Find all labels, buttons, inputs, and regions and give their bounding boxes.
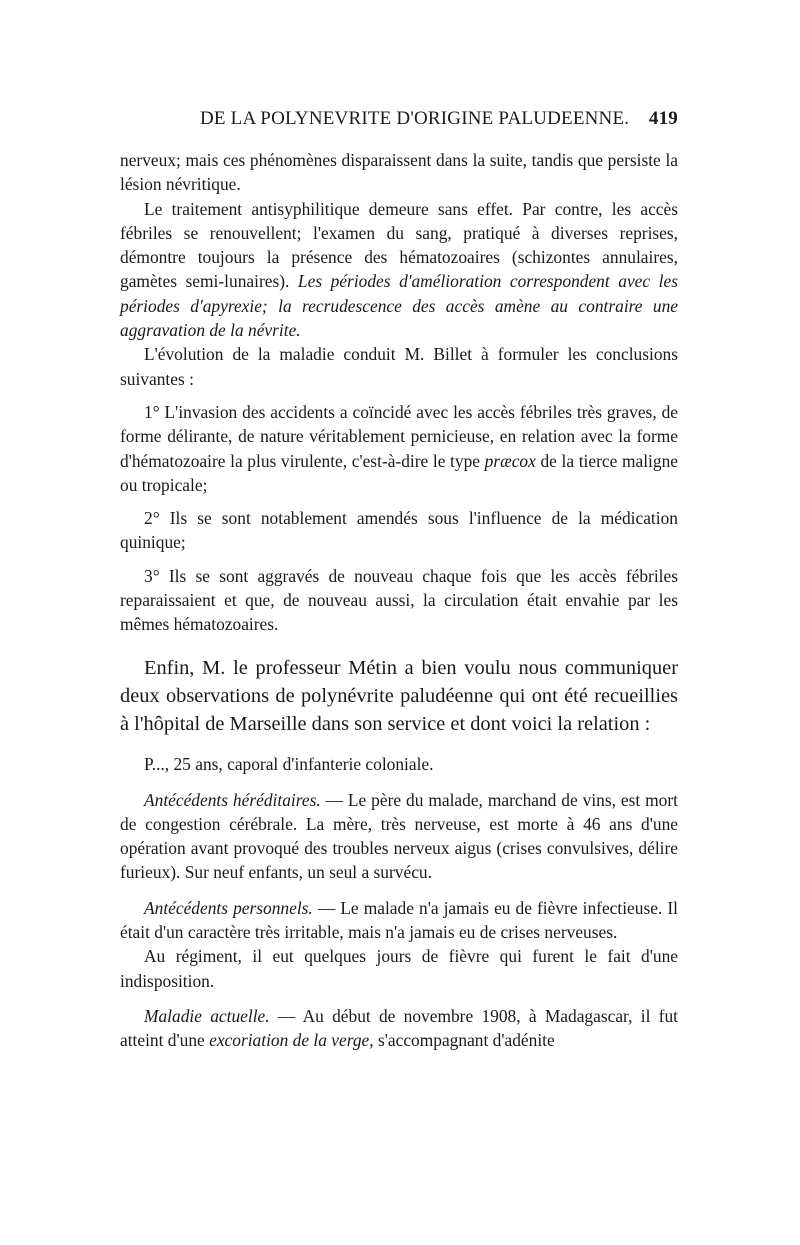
conclusion-1-text-b: de la tierce maligne ou tropicale;	[120, 450, 678, 495]
treatment-text: Le traitement antisyphilitique demeure sans effet. Par contre, les accès fébriles se renouvellent; l'examen du sang, pratiqué à diverses reprises, démontre toujours la présence des hématozoaires (schizontes annulaires, gamètes semi-lunaires).	[120, 198, 678, 292]
personal-text: — Le malade n'a jamais eu de fièvre infectieuse. Il était d'un caractère très irritable, mais n'a jamais eu de crises nerveuses.	[120, 897, 678, 943]
current-illness-label: Maladie actuelle.	[144, 1005, 270, 1026]
paragraph-continuation: nerveux; mais ces phénomènes disparaissent dans la suite, tandis que persiste la lésion névritique.	[120, 150, 678, 195]
conclusion-1-italic: præcox	[484, 450, 536, 471]
current-illness-text-b: s'accompagnant d'adénite	[377, 1030, 555, 1051]
paragraph-regiment: Au régiment, il eut quelques jours de fièvre qui furent le fait d'une indisposition.	[120, 946, 678, 991]
conclusion-2: 2° Ils se sont notablement amendés sous l'influence de la médication quinique;	[120, 508, 678, 553]
conclusion-1	[120, 400, 678, 497]
hereditary-label: Antécédents héréditaires.	[144, 789, 321, 810]
current-illness-text-a: — Au début de novembre 1908, à Madagascar, il fut atteint d'une	[120, 1005, 678, 1051]
paragraph-current-illness	[120, 1004, 678, 1053]
running-header	[120, 108, 678, 138]
patient-line: P..., 25 ans, caporal d'infanterie coloniale.	[144, 754, 434, 775]
conclusion-3: 3° Ils se sont aggravés de nouveau chaque fois que les accès fébriles reparaissaient et que, de nouveau aussi, la circulation était envahie par les mêmes hématozoaires.	[120, 565, 678, 635]
treatment-italic: Les périodes d'amélioration correspondent avec les périodes d'apyrexie; la recrudescence des accès amène au contraire une aggravation de la névrite.	[120, 271, 678, 341]
paragraph-metin: Enfin, M. le professeur Métin a bien voulu nous communiquer deux observations de polynévrite paludéenne qui ont été recueillies à l'hôpital de Marseille dans son service et dont voici la relation :	[120, 656, 678, 736]
paragraph-hereditary	[120, 788, 678, 885]
page-number: 419	[648, 108, 678, 129]
hereditary-text: — Le père du malade, marchand de vins, est mort de congestion cérébrale. La mère, très nerveuse, est morte à 46 ans d'une opération avant provoqué des troubles nerveux aigus (crises convulsives, délire furieux). Sur neuf enfants, un seul a survécu.	[120, 789, 678, 883]
paragraph-personal	[120, 896, 678, 945]
personal-label: Antécédents personnels.	[144, 897, 313, 918]
paragraph-evolution: L'évolution de la maladie conduit M. Billet à formuler les conclusions suivantes :	[120, 344, 678, 389]
running-title: DE LA POLYNEVRITE D'ORIGINE PALUDEENNE.	[200, 108, 630, 129]
paragraph-treatment	[120, 197, 678, 343]
page-body	[120, 148, 678, 1053]
current-illness-italic: excoriation de la verge,	[209, 1030, 374, 1051]
conclusion-1-text-a: 1° L'invasion des accidents a coïncidé avec les accès fébriles très graves, de forme délirante, de nature véritablement pernicieuse, en relation avec la forme d'hématozoaire la plus virulente, c'est-à-dire le type	[120, 401, 678, 471]
